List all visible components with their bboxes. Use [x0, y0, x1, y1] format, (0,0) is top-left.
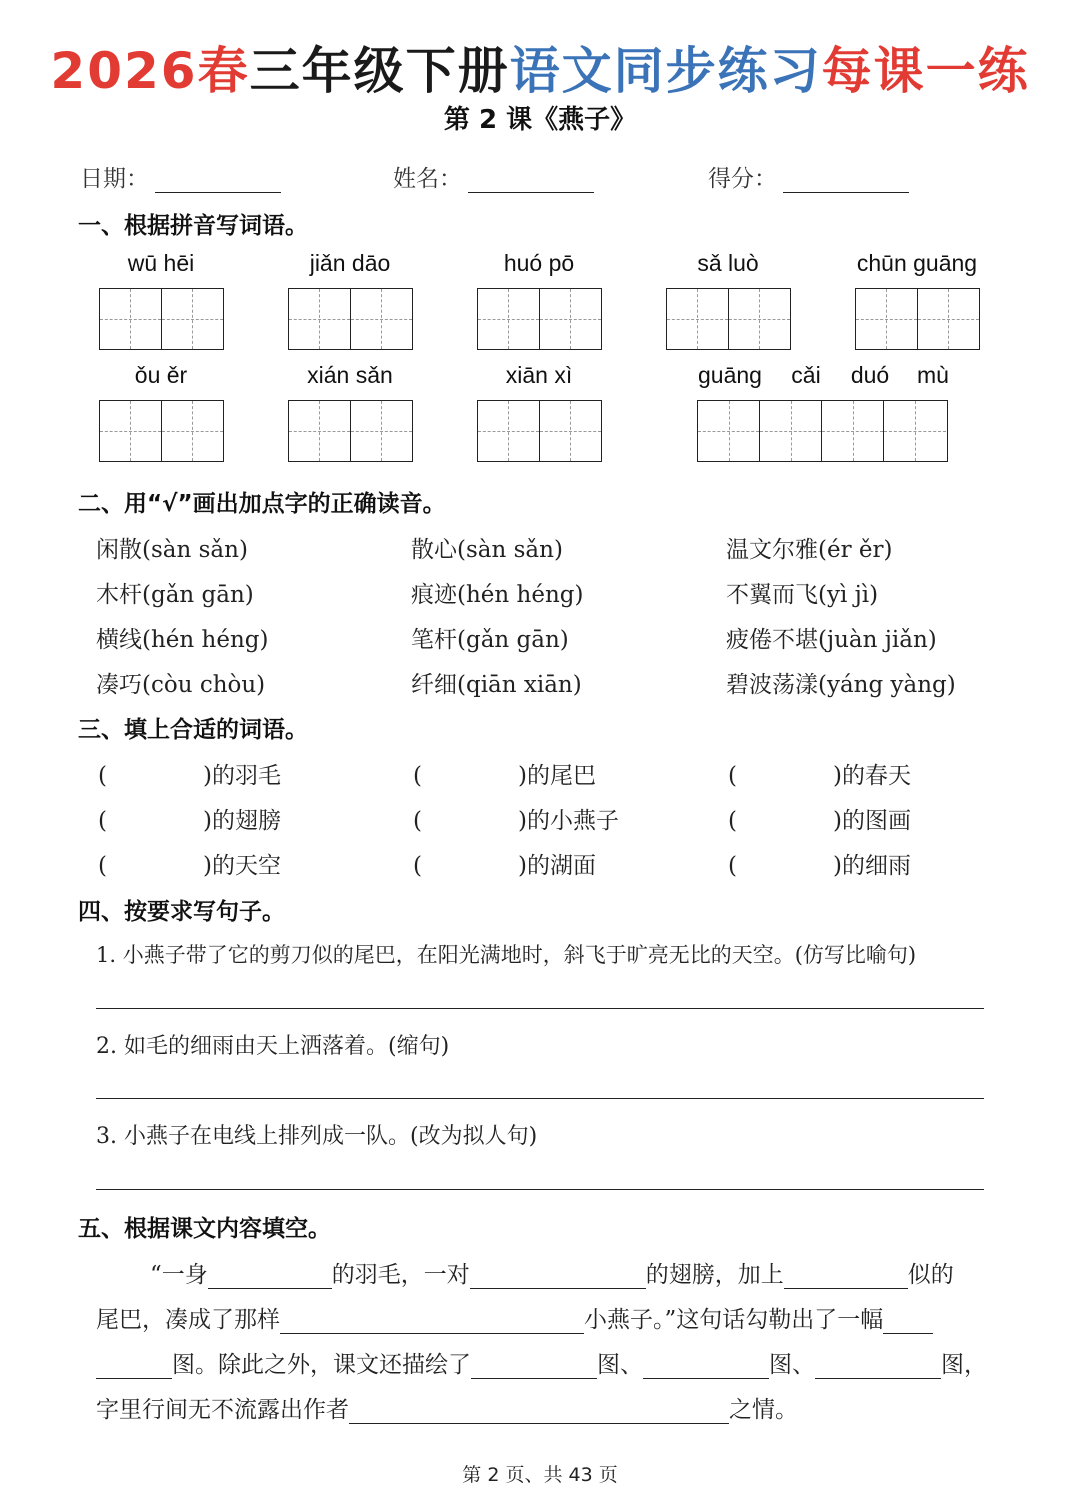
fill-item[interactable] — [728, 802, 911, 835]
open-paren: ( — [413, 808, 422, 834]
reading-item[interactable]: 纤细(qiān xiān) — [411, 672, 582, 698]
answer-blank[interactable] — [280, 1309, 584, 1334]
name-blank[interactable] — [468, 168, 594, 193]
name-field[interactable] — [393, 160, 594, 193]
reading-item[interactable]: 散心(sàn sǎn) — [411, 537, 563, 563]
passage-text: 的翅膀，加上 — [645, 1262, 784, 1288]
sentence-question-1: 1. 小燕子带了它的剪刀似的尾巴，在阳光满地时，斜飞于旷亮无比的天空。(仿写比喻句) — [96, 943, 917, 967]
open-paren: ( — [728, 853, 737, 879]
passage-text: 的羽毛，一对 — [331, 1262, 470, 1288]
sentence-question-2: 2. 如毛的细雨由天上洒落着。(缩句) — [96, 1034, 450, 1059]
reading-item[interactable]: 痕迹(hén héng) — [411, 582, 584, 608]
writing-grid[interactable] — [697, 400, 948, 462]
reading-item[interactable]: 闲散(sàn sǎn) — [96, 537, 248, 563]
fill-item[interactable] — [413, 757, 596, 790]
title-year: 2026春 — [50, 42, 250, 100]
fill-text: )的羽毛 — [202, 763, 281, 789]
passage-text: 图， — [941, 1352, 987, 1378]
answer-blank[interactable] — [815, 1354, 941, 1379]
pinyin-label: duó — [850, 362, 890, 388]
fill-text: )的细雨 — [832, 853, 911, 879]
passage-text: 尾巴，凑成了那样 — [96, 1307, 280, 1333]
title-subject: 语文同步练习 — [509, 42, 822, 100]
fill-item[interactable] — [98, 847, 281, 880]
date-blank[interactable] — [155, 168, 281, 193]
passage-text: 图、 — [597, 1352, 643, 1378]
reading-item[interactable]: 疲倦不堪(juàn jiǎn) — [726, 627, 937, 653]
answer-blank[interactable] — [208, 1264, 332, 1289]
reading-item[interactable]: 不翼而飞(yì jì) — [726, 582, 879, 608]
section-5-heading: 五、根据课文内容填空。 — [78, 1216, 331, 1242]
title-daily: 每课一练 — [821, 42, 1030, 100]
passage-line — [96, 1391, 798, 1424]
score-blank[interactable] — [783, 168, 909, 193]
pinyin-label: xiān xì — [505, 362, 573, 388]
page-number: 第 2 页、共 43 页 — [462, 1464, 618, 1486]
section-4-heading: 四、按要求写句子。 — [78, 899, 285, 925]
score-label: 得分： — [708, 166, 777, 192]
pinyin-label: ǒu ěr — [134, 362, 188, 388]
fill-item[interactable] — [413, 847, 596, 880]
passage-text: 小燕子。”这句话勾勒出了一幅 — [584, 1307, 884, 1333]
pinyin-label: guāng — [698, 362, 762, 388]
page-title — [0, 36, 1080, 106]
writing-grid[interactable] — [99, 288, 224, 350]
writing-grid[interactable] — [666, 288, 791, 350]
fill-text: )的湖面 — [517, 853, 596, 879]
reading-item[interactable]: 横线(hén héng) — [96, 627, 269, 653]
open-paren: ( — [98, 853, 107, 879]
writing-grid[interactable] — [99, 400, 224, 462]
pinyin-label: cǎi — [791, 362, 821, 388]
writing-grid[interactable] — [477, 288, 602, 350]
fill-text: )的小燕子 — [517, 808, 619, 834]
pinyin-label: jiǎn dāo — [309, 250, 391, 276]
reading-item[interactable]: 凑巧(còu chòu) — [96, 672, 266, 698]
fill-item[interactable] — [98, 802, 281, 835]
passage-line — [150, 1256, 954, 1289]
answer-line[interactable] — [96, 1008, 984, 1009]
reading-item[interactable]: 木杆(gǎn gān) — [96, 582, 254, 608]
sentence-question-3: 3. 小燕子在电线上排列成一队。(改为拟人句) — [96, 1124, 538, 1149]
open-paren: ( — [728, 763, 737, 789]
reading-item[interactable]: 笔杆(gǎn gān) — [411, 627, 569, 653]
writing-grid[interactable] — [477, 400, 602, 462]
fill-text: )的图画 — [832, 808, 911, 834]
fill-text: )的尾巴 — [517, 763, 596, 789]
passage-text: 图。除此之外，课文还描绘了 — [172, 1352, 471, 1378]
fill-item[interactable] — [413, 802, 619, 835]
fill-text: )的翅膀 — [202, 808, 281, 834]
answer-blank[interactable] — [883, 1309, 933, 1334]
writing-grid[interactable] — [288, 288, 413, 350]
open-paren: ( — [413, 853, 422, 879]
fill-text: )的春天 — [832, 763, 911, 789]
pinyin-label: xián sǎn — [307, 362, 393, 388]
passage-text: 图、 — [769, 1352, 815, 1378]
fill-text: )的天空 — [202, 853, 281, 879]
reading-item[interactable]: 碧波荡漾(yáng yàng) — [726, 672, 956, 698]
writing-grid[interactable] — [288, 400, 413, 462]
reading-item[interactable]: 温文尔雅(ér ěr) — [726, 537, 893, 563]
fill-item[interactable] — [98, 757, 281, 790]
open-paren: ( — [413, 763, 422, 789]
answer-blank[interactable] — [96, 1354, 172, 1379]
pinyin-label: mù — [917, 362, 949, 388]
section-3-heading: 三、填上合适的词语。 — [78, 717, 308, 743]
passage-line — [96, 1346, 987, 1379]
passage-text: “一身 — [150, 1262, 208, 1288]
pinyin-label: sǎ luò — [697, 250, 759, 276]
title-grade: 三年级下册 — [249, 42, 510, 100]
date-field[interactable] — [80, 160, 281, 193]
pinyin-label: wū hēi — [127, 250, 195, 276]
answer-line[interactable] — [96, 1098, 984, 1099]
fill-item[interactable] — [728, 847, 911, 880]
lesson-title: 第 2 课《燕子》 — [443, 105, 637, 135]
fill-item[interactable] — [728, 757, 911, 790]
score-field[interactable] — [708, 160, 909, 193]
pinyin-label: huó pō — [503, 250, 575, 276]
section-1-heading: 一、根据拼音写词语。 — [78, 213, 308, 239]
writing-grid[interactable] — [855, 288, 980, 350]
passage-line — [96, 1301, 933, 1334]
answer-blank[interactable] — [470, 1264, 646, 1289]
name-label: 姓名： — [393, 166, 462, 192]
pinyin-label: chūn guāng — [856, 250, 978, 276]
answer-blank[interactable] — [349, 1399, 729, 1424]
answer-blank[interactable] — [471, 1354, 597, 1379]
passage-text: 之情。 — [729, 1397, 798, 1423]
open-paren: ( — [728, 808, 737, 834]
passage-text: 似的 — [907, 1262, 954, 1288]
open-paren: ( — [98, 763, 107, 789]
section-2-heading: 二、用“√”画出加点字的正确读音。 — [78, 491, 446, 517]
date-label: 日期： — [80, 166, 149, 192]
answer-blank[interactable] — [643, 1354, 769, 1379]
answer-line[interactable] — [96, 1189, 984, 1190]
answer-blank[interactable] — [784, 1264, 908, 1289]
passage-text: 字里行间无不流露出作者 — [96, 1397, 349, 1423]
open-paren: ( — [98, 808, 107, 834]
